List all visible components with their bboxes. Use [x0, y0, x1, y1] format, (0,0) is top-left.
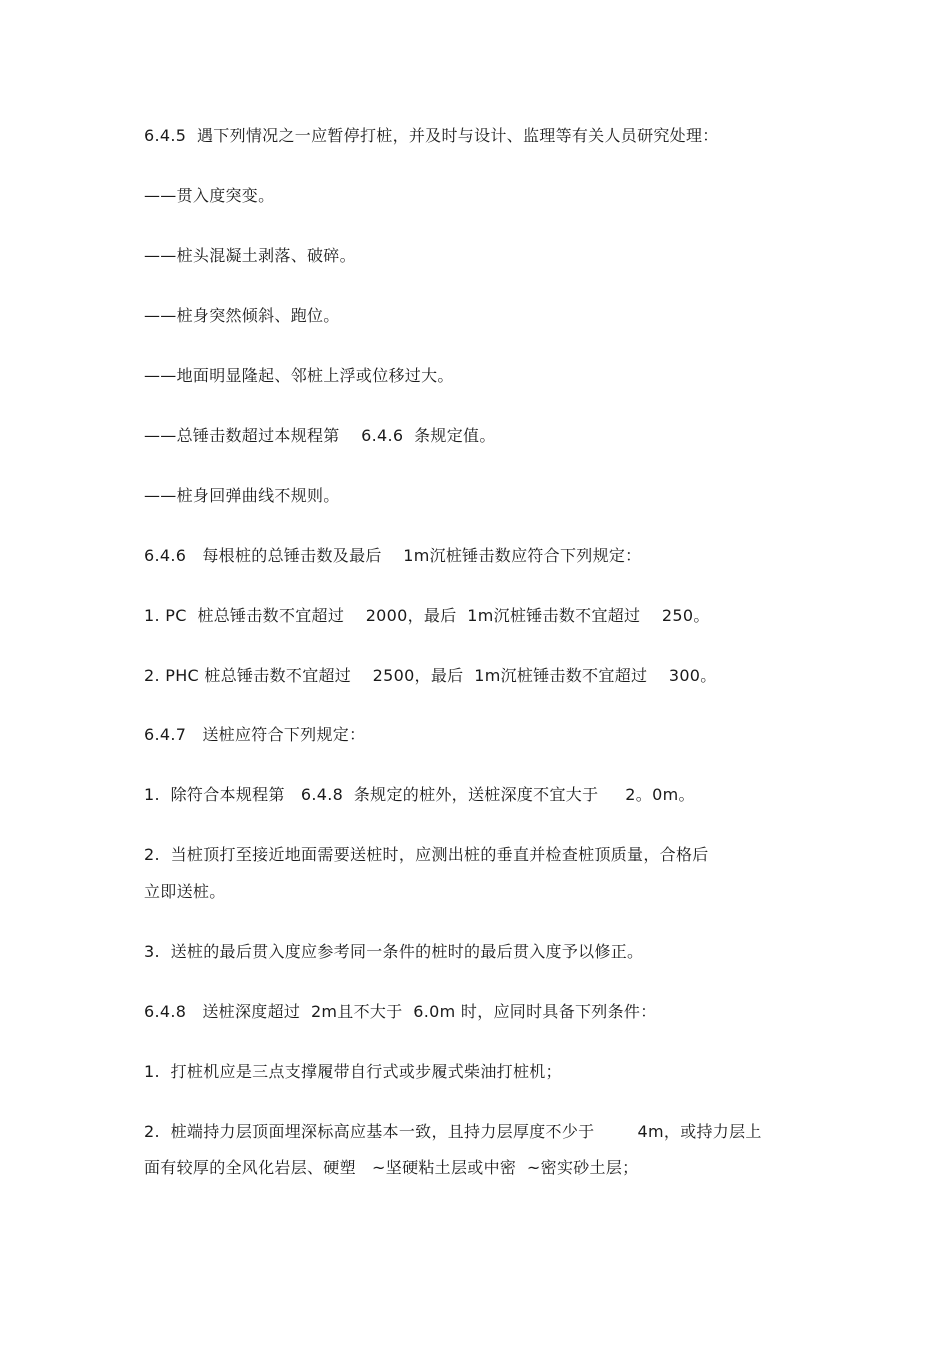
list-item: 2. 当桩顶打至接近地面需要送桩时，应测出桩的垂直并检查桩顶质量，合格后	[144, 845, 709, 864]
clause-6-4-8-heading: 6.4.8 送桩深度超过 2m且不大于 6.0m 时，应同时具备下列条件：	[144, 1002, 657, 1021]
list-item-continuation: 面有较厚的全风化岩层、硬塑 ~坚硬粘土层或中密 ~密实砂土层；	[144, 1158, 639, 1177]
list-item: ——贯入度突变。	[144, 186, 275, 205]
list-item: 1. 打桩机应是三点支撑履带自行式或步履式柴油打桩机；	[144, 1062, 562, 1081]
list-item: 2. PHC 桩总锤击数不宜超过 2500，最后 1m沉桩锤击数不宜超过 300。	[144, 666, 717, 685]
list-item: 3. 送桩的最后贯入度应参考同一条件的桩时的最后贯入度予以修正。	[144, 942, 644, 961]
list-item: ——桩身突然倾斜、跑位。	[144, 306, 340, 325]
list-item: ——桩身回弹曲线不规则。	[144, 486, 340, 505]
list-item: 1. PC 桩总锤击数不宜超过 2000，最后 1m沉桩锤击数不宜超过 250。	[144, 606, 710, 625]
list-item: ——桩头混凝土剥落、破碎。	[144, 246, 356, 265]
clause-6-4-7-heading: 6.4.7 送桩应符合下列规定：	[144, 725, 366, 744]
clause-6-4-6-heading: 6.4.6 每根桩的总锤击数及最后 1m沉桩锤击数应符合下列规定：	[144, 546, 642, 565]
list-item: 1. 除符合本规程第 6.4.8 条规定的桩外，送桩深度不宜大于 2。0m。	[144, 785, 695, 804]
list-item: 2. 桩端持力层顶面埋深标高应基本一致，且持力层厚度不少于 4m，或持力层上	[144, 1122, 762, 1141]
clause-6-4-5-heading: 6.4.5 遇下列情况之一应暂停打桩，并及时与设计、监理等有关人员研究处理：	[144, 126, 719, 145]
list-item: ——地面明显隆起、邻桩上浮或位移过大。	[144, 366, 454, 385]
list-item-continuation: 立即送桩。	[144, 882, 226, 901]
list-item: ——总锤击数超过本规程第 6.4.6 条规定值。	[144, 426, 496, 445]
